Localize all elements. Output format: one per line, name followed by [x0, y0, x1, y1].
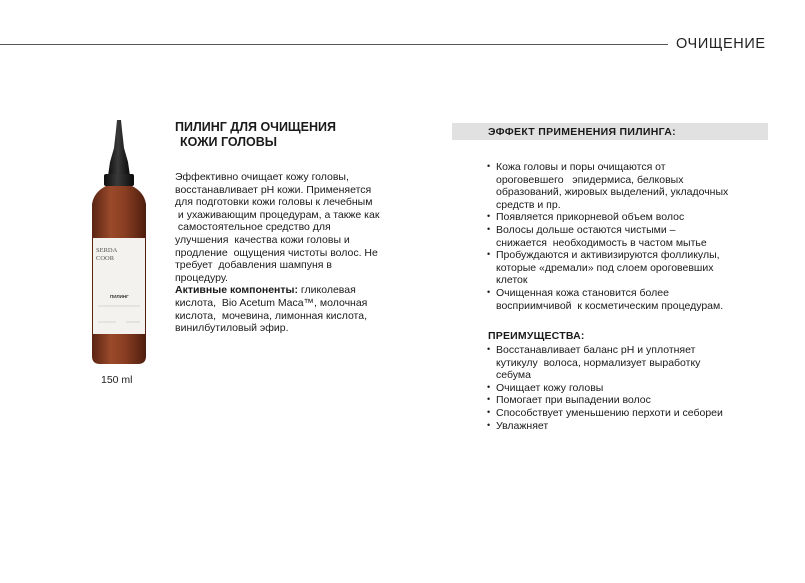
list-item	[487, 224, 728, 249]
list-item	[487, 161, 728, 211]
components-line	[175, 284, 415, 297]
description-line: и ухаживающим процедурам, а также как	[175, 208, 380, 221]
label-product-name: ПИЛИНГ	[110, 294, 129, 299]
advantages-title: ПРЕИМУЩЕСТВА:	[488, 330, 585, 342]
components-label: Активные компоненты:	[175, 284, 299, 297]
description-line: для подготовки кожи головы к лечебным	[175, 196, 373, 209]
list-item-text: Очищает кожу головы	[496, 381, 604, 394]
product-title	[175, 120, 336, 150]
components-first: гликолевая	[298, 284, 356, 297]
label-brand: SERDA	[96, 247, 118, 254]
list-item	[487, 394, 723, 407]
list-item-text: Очищенная кожа становится более	[496, 286, 669, 299]
components-line: кислота, мочевина, лимонная кислота,	[175, 309, 367, 322]
advantages-list	[487, 344, 723, 432]
bullet-icon: •	[487, 406, 491, 417]
bullet-icon: •	[487, 344, 491, 354]
effect-title: ЭФФЕКТ ПРИМЕНЕНИЯ ПИЛИНГА:	[488, 126, 676, 138]
effect-list	[487, 161, 728, 312]
list-item	[487, 420, 723, 433]
list-item-text: Появляется прикорневой объем волос	[496, 211, 685, 224]
list-item-text: клеток	[496, 274, 528, 287]
header-rule	[0, 44, 668, 45]
description-line: процедуру.	[175, 271, 228, 284]
components-line: винилбутиловый эфир.	[175, 322, 289, 335]
description-line: самостоятельное средство для	[175, 221, 331, 234]
description-line: Эффективно очищает кожу головы,	[175, 171, 349, 183]
bullet-icon: •	[487, 286, 491, 297]
description-line: восстанавливает pH кожи. Применяется	[175, 183, 372, 196]
list-item	[487, 249, 728, 287]
section-title: ОЧИЩЕНИЕ	[676, 36, 766, 52]
list-item-text: снижается необходимость в частом мытье	[496, 236, 707, 249]
bullet-icon: •	[487, 223, 491, 234]
bullet-icon: •	[487, 394, 491, 405]
list-item	[487, 211, 728, 224]
bullet-icon: •	[487, 419, 491, 430]
list-item-text: восприимчивой к косметическим процедурам.	[496, 299, 724, 312]
list-item-text: ороговевшего эпидермиса, белковых	[496, 173, 684, 186]
list-item-text: Восстанавливает баланс pH и уплотняет	[496, 344, 696, 356]
bullet-icon: •	[487, 381, 491, 392]
product-title-line-2: КОЖИ ГОЛОВЫ	[180, 135, 278, 149]
description-line: требует добавления шампуня в	[175, 259, 332, 272]
list-item-text: Увлажняет	[496, 419, 549, 432]
label-brand-2: COOR	[96, 255, 115, 262]
list-item-text: средств и пр.	[496, 198, 561, 211]
list-item	[487, 407, 723, 420]
list-item-text: кутикулу волоса, нормализует выработку	[496, 356, 701, 369]
list-item-text: себума	[496, 369, 531, 382]
bullet-icon: •	[487, 161, 491, 171]
list-item	[487, 287, 728, 312]
bullet-icon: •	[487, 211, 491, 222]
list-item-text: Пробуждаются и активизируются фолликулы,	[496, 249, 720, 262]
list-item-text: Способствует уменьшению перхоти и себореи	[496, 406, 723, 419]
description-line: улучшения качества кожи головы и	[175, 233, 350, 246]
list-item-text: Кожа головы и поры очищаются от	[496, 161, 666, 173]
product-bottle-image	[86, 118, 152, 366]
list-item	[487, 382, 723, 395]
components-line: кислота, Bio Acetum Maca™, молочная	[175, 296, 368, 309]
product-description	[175, 171, 415, 335]
description-line: продление ощущения чистоты волос. Не	[175, 246, 378, 259]
list-item-text: Помогает при выпадении волос	[496, 394, 651, 407]
list-item	[487, 344, 723, 382]
bullet-icon: •	[487, 249, 491, 260]
list-item-text: образований, жировых выделений, укладочных	[496, 186, 729, 199]
product-title-line-1: ПИЛИНГ ДЛЯ ОЧИЩЕНИЯ	[175, 120, 337, 134]
list-item-text: которые «дремали» под слоем ороговевших	[496, 261, 714, 274]
list-item-text: Волосы дольше остаются чистыми –	[496, 223, 676, 236]
product-volume: 150 ml	[101, 374, 133, 386]
